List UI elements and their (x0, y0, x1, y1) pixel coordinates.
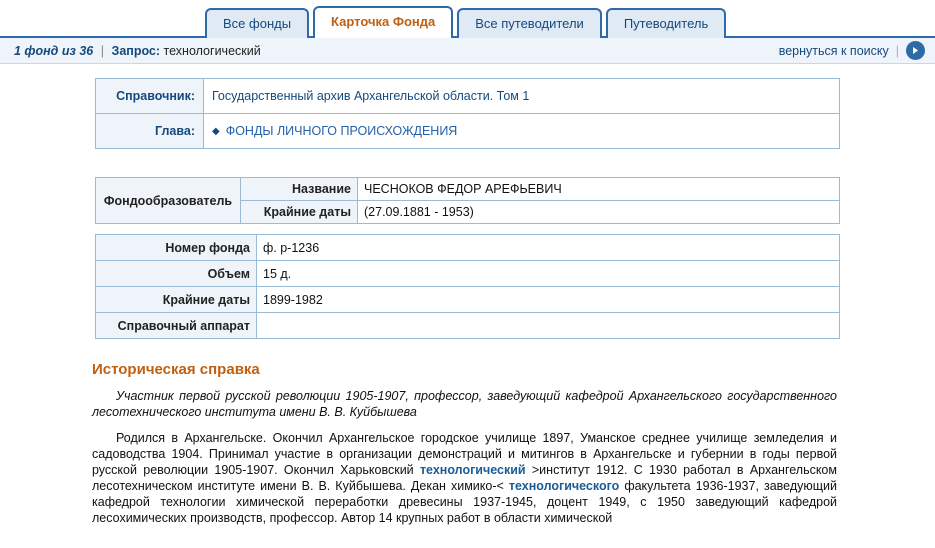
fund-card-content (0, 64, 935, 526)
query-actions (779, 41, 925, 60)
spacer (0, 224, 935, 234)
tab-list (205, 6, 726, 38)
table-row (96, 114, 840, 149)
bullet-icon: ◆ (212, 126, 220, 137)
highlight-term-1: технологический (419, 463, 526, 477)
table-row (96, 178, 840, 201)
arrow-right-icon[interactable] (906, 41, 925, 60)
founder-dates-value: (27.09.1881 - 1953) (358, 201, 840, 224)
tab-guide[interactable]: Путеводитель (606, 8, 726, 38)
table-row (96, 261, 840, 287)
fund-volume-label: Объем (96, 261, 257, 287)
chapter-link[interactable]: ФОНДЫ ЛИЧНОГО ПРОИСХОЖДЕНИЯ (225, 124, 458, 138)
historical-note (92, 361, 837, 526)
founder-dates-label: Крайние даты (241, 201, 358, 224)
founder-group-label: Фондообразователь (96, 178, 241, 224)
historical-note-title: Историческая справка (92, 361, 260, 378)
fund-dates-value: 1899-1982 (257, 287, 840, 313)
chapter-value-cell (204, 114, 840, 149)
tab-all-guides[interactable]: Все путеводители (457, 8, 602, 38)
query-summary (14, 44, 261, 58)
historical-note-body (92, 430, 837, 526)
finding-aid-value (257, 313, 840, 339)
query-bar (0, 38, 935, 64)
table-row (96, 79, 840, 114)
spacer (0, 149, 935, 177)
fund-volume-value: 15 д. (257, 261, 840, 287)
table-row (96, 235, 840, 261)
highlight-term-2: технологического (508, 479, 620, 493)
tab-all-funds[interactable]: Все фонды (205, 8, 309, 38)
body-text-1: Родился в Архангельске. Окончил Архангельское городское училище 1897, Уманское среднее училище земледелия и садоводства 1904. Принимал участие в организации демонстраций и митингов в Архангельске и губернии в годы первой русской революции 1905-1907. Окончил Харьковский (92, 431, 837, 477)
tab-bar (0, 0, 935, 38)
founder-name-value: ЧЕСНОКОВ ФЕДОР АРЕФЬЕВИЧ (358, 178, 840, 201)
guide-label: Справочник: (96, 79, 204, 114)
founder-name-label: Название (241, 178, 358, 201)
action-divider: | (895, 43, 899, 58)
fund-details-table (95, 234, 840, 339)
query-separator: | (100, 43, 104, 58)
body-text-2: >институт 1912. С 1930 работал в Архангельском лесотехническом институте имени В. В. Куйбышева. Декан химико-< (92, 463, 837, 493)
body-text-3: факультета 1936-1937, заведующий кафедрой технологии химической переработки древесины 1937-1945, доцент 1949, с 1950 заведующий кафедрой лесохимических производств, профессор. Автор 14 крупных работ в области химической (92, 479, 837, 525)
chapter-label: Глава: (96, 114, 204, 149)
founder-table (95, 177, 840, 224)
tab-fund-card[interactable]: Карточка Фонда (313, 6, 453, 38)
historical-note-lead: Участник первой русской революции 1905-1907, профессор, заведующий кафедрой Архангельского государственного лесотехнического института имени В. В. Куйбышева (92, 389, 837, 419)
guide-value: Государственный архив Архангельской области. Том 1 (204, 79, 840, 114)
finding-aid-label: Справочный аппарат (96, 313, 257, 339)
table-row (96, 313, 840, 339)
table-row (96, 287, 840, 313)
fund-dates-label: Крайние даты (96, 287, 257, 313)
reference-table (95, 78, 840, 149)
back-to-search-link[interactable]: вернуться к поиску (778, 43, 889, 58)
fund-number-value: ф. р-1236 (257, 235, 840, 261)
query-value: технологический (163, 43, 261, 58)
query-label: Запрос: (111, 43, 161, 58)
fund-number-label: Номер фонда (96, 235, 257, 261)
result-count: 1 фонд из 36 (14, 43, 94, 58)
